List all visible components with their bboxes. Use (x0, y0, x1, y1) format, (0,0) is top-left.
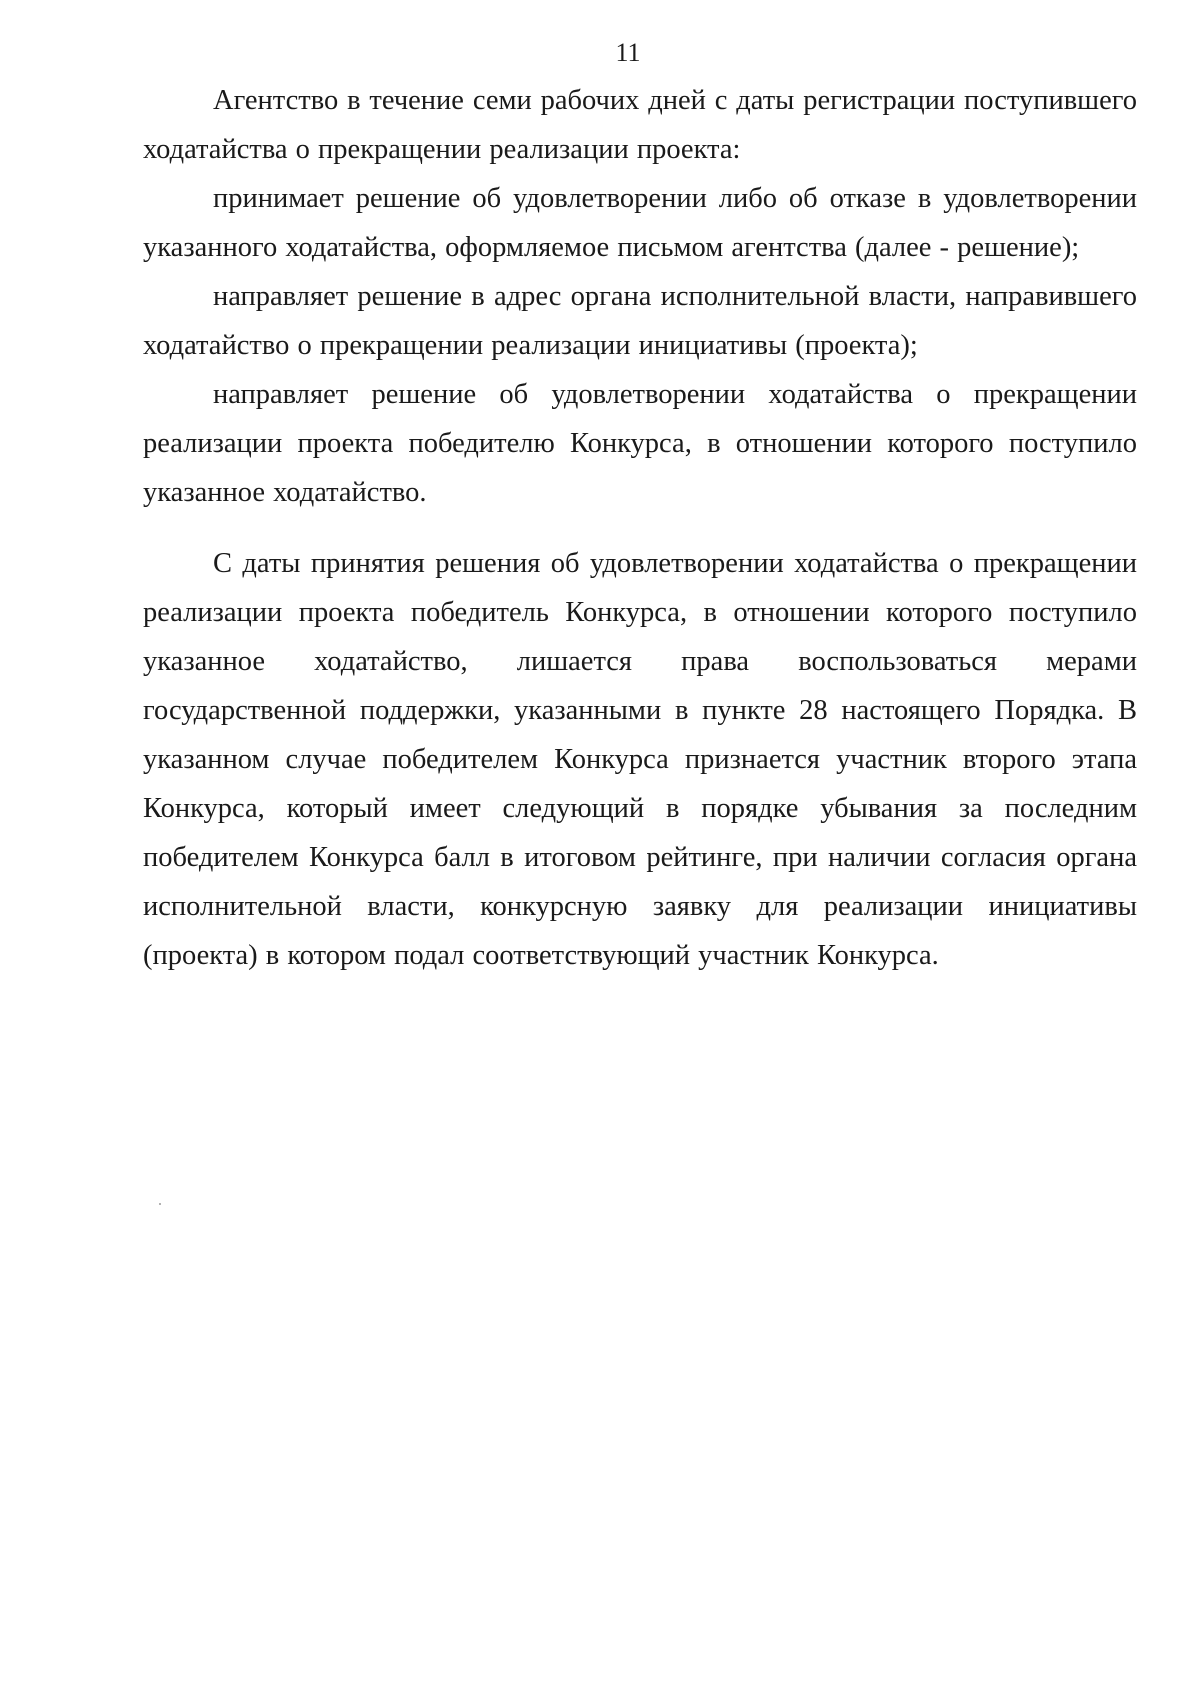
paragraph-send-to-winner: направляет решение об удовлетворении ходатайства о прекращении реализации проекта победителю Конкурса, в отношении которого поступило указанное ходатайство. (143, 379, 1137, 508)
page-number: 11 (615, 38, 641, 67)
paragraph-decision: принимает решение об удовлетворении либо об отказе в удовлетворении указанного ходатайства, оформляемое письмом агентства (далее - решение); (143, 183, 1137, 263)
paragraph-consequences: С даты принятия решения об удовлетворении ходатайства о прекращении реализации проекта победитель Конкурса, в отношении которого поступило указанное ходатайство, лишается права воспользоваться мерами государственной поддержки, указанными в пункте 28 настоящего Порядка. В указанном случае победителем Конкурса признается участник второго этапа Конкурса, который имеет следующий в порядке убывания за последним победителем Конкурса балл в итоговом рейтинге, при наличии согласия органа исполнительной власти, конкурсную заявку для реализации инициативы (проекта) в котором подал соответствующий участник Конкурса. (143, 548, 1137, 971)
scan-speck (159, 1203, 161, 1205)
document-body (143, 76, 1137, 980)
paragraph-send-to-authority: направляет решение в адрес органа исполнительной власти, направившего ходатайство о прекращении реализации инициативы (проекта); (143, 281, 1137, 361)
paragraph-agency-deadline: Агентство в течение семи рабочих дней с даты регистрации поступившего ходатайства о прекращении реализации проекта: (143, 85, 1137, 165)
